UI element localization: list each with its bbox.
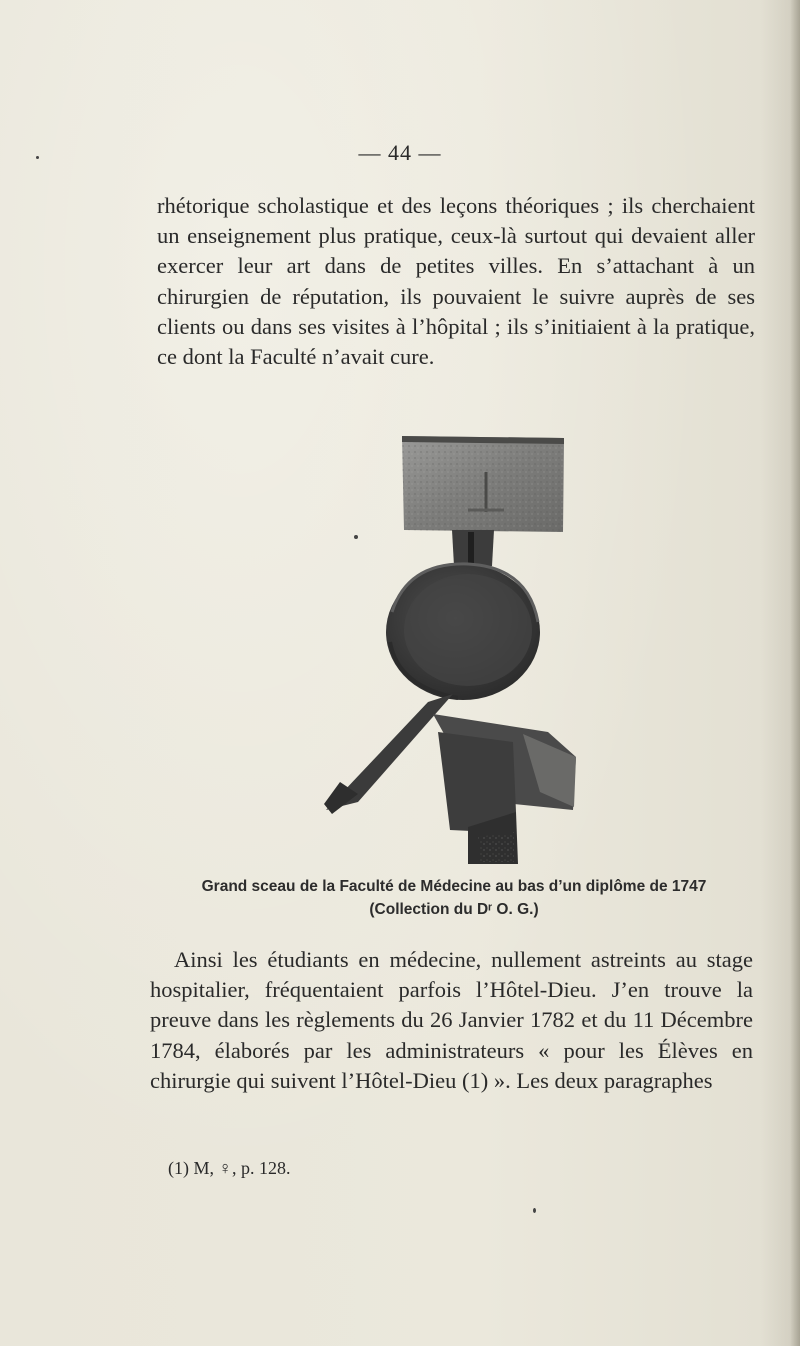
footnote: (1) M, ♀, p. 128. bbox=[168, 1158, 291, 1178]
page-edge-shadow bbox=[790, 0, 800, 1346]
body-paragraph-1: rhétorique scholastique et des leçons théoriques ; ils cherchaient un enseignement plus pratique, ceux-là surtout qui devaient aller exercer leur art dans de petites villes. En s’attachant à un chirurgien de réputation, ils pouvaient le suivre auprès de ses clients ou dans ses visites à l’hôpital ; ils s’initiaient à la pratique, ce dont la Faculté n’avait cure. bbox=[157, 193, 755, 370]
body-paragraph-2: Ainsi les étudiants en médecine, nullement astreints au stage hospitalier, fréquentaient parfois l’Hôtel-Dieu. J’en trouve la preuve dans les règlements du 26 Janvier 1782 et du 11 Décembre 1784, élaborés par les administrateurs « pour les Élèves en chirurgie qui suivent l’Hôtel-Dieu (1) ». Les deux paragraphes bbox=[150, 947, 753, 1093]
paper-speck bbox=[354, 535, 358, 539]
page-number: — 44 — bbox=[358, 140, 442, 165]
paper-speck bbox=[36, 156, 39, 159]
wax-seal-illustration bbox=[318, 432, 583, 872]
caption-line-2: (Collection du Dʳ O. G.) bbox=[369, 901, 539, 918]
paper-scrap bbox=[402, 436, 564, 532]
seal-figure bbox=[318, 432, 583, 872]
round-seal bbox=[386, 564, 540, 700]
figure-caption bbox=[155, 875, 753, 921]
seal-ribbons bbox=[324, 694, 576, 864]
paper-speck bbox=[533, 1208, 536, 1213]
caption-line-1: Grand sceau de la Faculté de Médecine au bas d’un diplôme de 1747 bbox=[201, 878, 707, 895]
